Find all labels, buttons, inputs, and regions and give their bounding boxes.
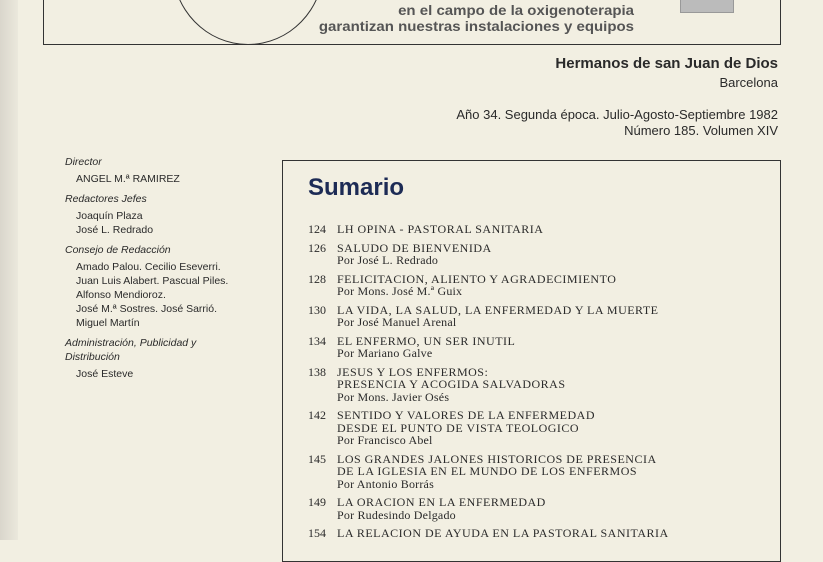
toc-title: LA ORACION EN LA ENFERMEDAD [337,495,546,509]
toc-title: FELICITACION, ALIENTO Y AGRADECIMIENTO [337,271,617,286]
credit-role: Director [65,156,102,168]
toc-entry [308,453,768,491]
toc-title: EL ENFERMO, UN SER INUTIL [337,333,516,348]
toc-title: DE LA IGLESIA EN EL MUNDO DE LOS ENFERMOS [337,464,638,478]
issue-line2: Número 185. Volumen XIV [624,123,778,138]
summary-box [282,160,781,562]
credit-role: Consejo de Redacción [65,244,171,256]
credit-name: Juan Luis Alabert. Pascual Piles. [76,275,229,287]
credit-name: José L. Redrado [76,224,154,236]
credit-names [65,260,228,330]
toc-title: SALUDO DE BIENVENIDA [337,240,492,255]
toc-author: Por Rudesindo Delgado [337,507,456,522]
credit-role: Redactores Jefes [65,193,147,205]
credit-names [65,367,228,381]
toc-page-number: 130 [308,302,326,317]
toc-page-number: 124 [308,222,326,236]
advertisement-box [43,0,781,45]
toc-author: Por José Manuel Arenal [337,315,457,329]
toc-author: Por Antonio Borrás [337,476,434,491]
toc-entry [308,527,768,540]
table-of-contents [308,223,768,546]
toc-author: Por Mons. José M.ª Guix [337,284,463,298]
toc-author: Por Francisco Abel [337,433,433,447]
toc-title: LA RELACION DE AYUDA EN LA PASTORAL SANITARIA [337,526,669,540]
ad-text-line1: en el campo de la oxigenoterapia [398,2,634,19]
toc-title: LH OPINA - PASTORAL SANITARIA [337,222,544,236]
credit-name: ANGEL M.ª RAMIREZ [76,173,180,185]
publisher-name: Hermanos de san Juan de Dios [555,55,778,72]
toc-title: LA VIDA, LA SALUD, LA ENFERMEDAD Y LA MUERTE [337,302,659,317]
credit-names [65,209,228,237]
toc-title: JESUS Y LOS ENFERMOS: [337,364,489,379]
editorial-credits [65,155,228,381]
toc-author: Por Mariano Galve [337,346,433,360]
credit-name: Amado Palou. Cecilio Eseverri. [76,261,221,273]
ad-logo [680,0,734,13]
toc-entry [308,242,768,267]
toc-author: Por Mons. Javier Osés [337,389,450,404]
toc-page-number: 126 [308,240,326,255]
toc-page-number: 142 [308,408,326,422]
credit-name: José Esteve [76,368,134,380]
toc-title: DESDE EL PUNTO DE VISTA TEOLOGICO [337,420,580,435]
credit-names [65,172,228,186]
toc-title: LOS GRANDES JALONES HISTORICOS DE PRESENCIA [337,451,657,466]
toc-page-number: 149 [308,495,326,509]
toc-title: PRESENCIA Y ACOGIDA SALVADORAS [337,377,566,391]
page-edge [0,0,18,540]
ad-text-line2: garantizan nuestras instalaciones y equipos [318,18,634,35]
credit-name: Miguel Martín [76,317,140,329]
toc-page-number: 134 [308,333,326,348]
toc-page-number: 145 [308,451,326,466]
credit-name: José M.ª Sostres. José Sarrió. [76,303,218,315]
credit-role: Administración, Publicidad y Distribución [65,337,197,363]
summary-title: Sumario [308,174,405,201]
toc-author: Por José L. Redrado [337,253,439,267]
issue-line1: Año 34. Segunda época. Julio-Agosto-Septiembre 1982 [456,107,778,122]
toc-page-number: 128 [308,271,326,286]
toc-entry [308,273,768,298]
toc-entry [308,409,768,447]
toc-page-number: 138 [308,364,326,379]
toc-page-number: 154 [308,526,326,540]
toc-title: SENTIDO Y VALORES DE LA ENFERMEDAD [337,408,596,422]
toc-entry [308,223,768,236]
toc-entry [308,496,768,521]
credit-name: Joaquín Plaza [76,210,143,222]
toc-entry [308,335,768,360]
toc-entry [308,304,768,329]
publisher-city: Barcelona [719,75,778,90]
toc-entry [308,366,768,404]
credit-name: Alfonso Mendioroz. [76,289,166,301]
